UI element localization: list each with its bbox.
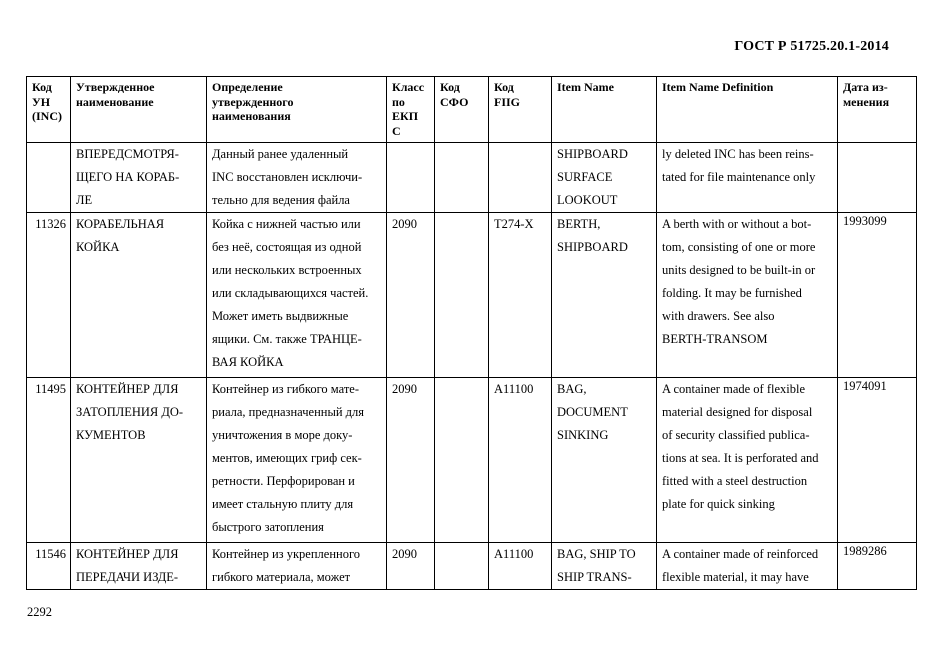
cell-item-name (552, 143, 657, 213)
cell-line: Койка с нижней частью или (212, 217, 361, 231)
table-row (27, 543, 917, 590)
item-name-table (26, 76, 917, 590)
cell-line: ЛЕ (76, 193, 93, 207)
cell-line: Дата из- (843, 80, 888, 94)
cell-item-name (552, 213, 657, 378)
cell-line: КОЙКА (76, 240, 120, 254)
header-approved-name (71, 77, 207, 143)
header-item-name-definition (657, 77, 838, 143)
cell-line: ЩЕГО НА КОРАБ- (76, 170, 180, 184)
cell-line: Код (494, 80, 514, 94)
cell-line: ЕКП (392, 109, 419, 123)
cell-line: tated for file maintenance only (662, 170, 816, 184)
cell-definition (207, 378, 387, 543)
cell-line: или нескольких встроенных (212, 263, 362, 277)
cell-line: SURFACE (557, 170, 613, 184)
cell-inc: 11546 (27, 543, 71, 590)
cell-fiig: A11100 (489, 378, 552, 543)
cell-class (387, 143, 435, 213)
cell-line: with drawers. See also (662, 309, 775, 323)
cell-line: Утвержденное (76, 80, 155, 94)
cell-line: по (392, 94, 405, 109)
cell-sfo (435, 143, 489, 213)
cell-line: гибкого материала, может (212, 570, 351, 584)
table-row (27, 143, 917, 213)
cell-line: LOOKOUT (557, 193, 618, 207)
cell-change-date: 1989286 (838, 543, 917, 590)
cell-item-name (552, 543, 657, 590)
cell-line: уничтожения в море доку- (212, 428, 353, 442)
cell-line: INC восстановлен исключи- (212, 170, 363, 184)
cell-sfo (435, 543, 489, 590)
cell-line: Код (32, 80, 52, 94)
cell-line: Контейнер из гибкого мате- (212, 382, 359, 396)
header-class (387, 77, 435, 143)
cell-line: наименование (76, 94, 154, 109)
table-header-row (27, 77, 917, 143)
cell-line: риала, предназначенный для (212, 405, 365, 419)
cell-line: Item Name (557, 80, 614, 94)
cell-line: ВПЕРЕДСМОТРЯ- (76, 147, 179, 161)
cell-item-name-definition (657, 213, 838, 378)
cell-line: ретности. Перфорирован и (212, 474, 355, 488)
cell-line: ВАЯ КОЙКА (212, 355, 284, 369)
cell-line: A container made of flexible (662, 382, 805, 396)
cell-line: Может иметь выдвижные (212, 309, 349, 323)
page-number: 2292 (27, 605, 52, 619)
cell-class: 2090 (387, 378, 435, 543)
cell-line: plate for quick sinking (662, 497, 775, 511)
cell-change-date: 1974091 (838, 378, 917, 543)
cell-line: или складывающихся частей. (212, 286, 369, 300)
cell-line: быстрого затопления (212, 520, 324, 534)
document-code: ГОСТ Р 51725.20.1-2014 (734, 39, 889, 54)
cell-line: утвержденного (212, 94, 294, 109)
cell-line: КОНТЕЙНЕР ДЛЯ (76, 382, 179, 396)
cell-line: BAG, SHIP TO (557, 547, 636, 561)
cell-line: КУМЕНТОВ (76, 428, 146, 442)
cell-sfo (435, 213, 489, 378)
cell-line: BAG, (557, 382, 587, 396)
cell-item-name-definition (657, 143, 838, 213)
cell-item-name (552, 378, 657, 543)
cell-line: SHIPBOARD (557, 240, 628, 254)
cell-line: DOCUMENT (557, 405, 628, 419)
cell-line: SINKING (557, 428, 609, 442)
cell-line: fitted with a steel destruction (662, 474, 808, 488)
table-row (27, 213, 917, 378)
cell-line: Определение (212, 80, 283, 94)
cell-approved-name (71, 543, 207, 590)
cell-line: менения (843, 94, 890, 109)
cell-line: наименования (212, 109, 291, 123)
cell-line: КОРАБЕЛЬНАЯ (76, 217, 165, 231)
cell-line: material designed for disposal (662, 405, 813, 419)
cell-line: ЗАТОПЛЕНИЯ ДО- (76, 405, 184, 419)
cell-line: tions at sea. It is perforated and (662, 451, 819, 465)
cell-class: 2090 (387, 543, 435, 590)
cell-line: Данный ранее удаленный (212, 147, 349, 161)
cell-line: Класс (392, 80, 425, 94)
cell-line: of security classified publica- (662, 428, 810, 442)
cell-line: ящики. См. также ТРАНЦЕ- (212, 332, 362, 346)
cell-definition (207, 543, 387, 590)
cell-line: ПЕРЕДАЧИ ИЗДЕ- (76, 570, 179, 584)
table-row (27, 378, 917, 543)
cell-line: С (392, 123, 401, 138)
cell-line: КОНТЕЙНЕР ДЛЯ (76, 547, 179, 561)
cell-line: A berth with or without a bot- (662, 217, 812, 231)
cell-line: ly deleted INC has been reins- (662, 147, 814, 161)
cell-approved-name (71, 213, 207, 378)
cell-item-name-definition (657, 543, 838, 590)
header-change-date (838, 77, 917, 143)
cell-line: flexible material, it may have (662, 570, 809, 584)
cell-fiig: A11100 (489, 543, 552, 590)
cell-line: СФО (440, 94, 469, 109)
cell-line: units designed to be built-in or (662, 263, 816, 277)
cell-inc (27, 143, 71, 213)
cell-change-date: 1993099 (838, 213, 917, 378)
cell-approved-name (71, 143, 207, 213)
cell-line: tom, consisting of one or more (662, 240, 816, 254)
cell-line: BERTH-TRANSOM (662, 332, 768, 346)
cell-line: без неё, состоящая из одной (212, 240, 362, 254)
header-fiig (489, 77, 552, 143)
cell-line: ментов, имеющих гриф сек- (212, 451, 362, 465)
cell-line: A container made of reinforced (662, 547, 819, 561)
cell-inc: 11326 (27, 213, 71, 378)
cell-line: (INC) (32, 109, 62, 123)
cell-inc: 11495 (27, 378, 71, 543)
cell-line: Контейнер из укрепленного (212, 547, 361, 561)
cell-line: УН (32, 94, 51, 109)
cell-definition (207, 213, 387, 378)
cell-line: folding. It may be furnished (662, 286, 802, 300)
cell-change-date (838, 143, 917, 213)
cell-line: тельно для ведения файла (212, 193, 350, 207)
cell-definition (207, 143, 387, 213)
cell-approved-name (71, 378, 207, 543)
cell-line: Item Name Definition (662, 80, 774, 94)
cell-class: 2090 (387, 213, 435, 378)
cell-fiig (489, 143, 552, 213)
header-definition (207, 77, 387, 143)
cell-fiig: T274-X (489, 213, 552, 378)
header-item-name (552, 77, 657, 143)
cell-line: SHIPBOARD (557, 147, 628, 161)
cell-item-name-definition (657, 378, 838, 543)
cell-line: имеет стальную плиту для (212, 497, 354, 511)
header-sfo (435, 77, 489, 143)
cell-line: BERTH, (557, 217, 601, 231)
cell-sfo (435, 378, 489, 543)
cell-line: SHIP TRANS- (557, 570, 632, 584)
cell-line: Код (440, 80, 460, 94)
header-inc (27, 77, 71, 143)
cell-line: FIIG (494, 94, 521, 109)
